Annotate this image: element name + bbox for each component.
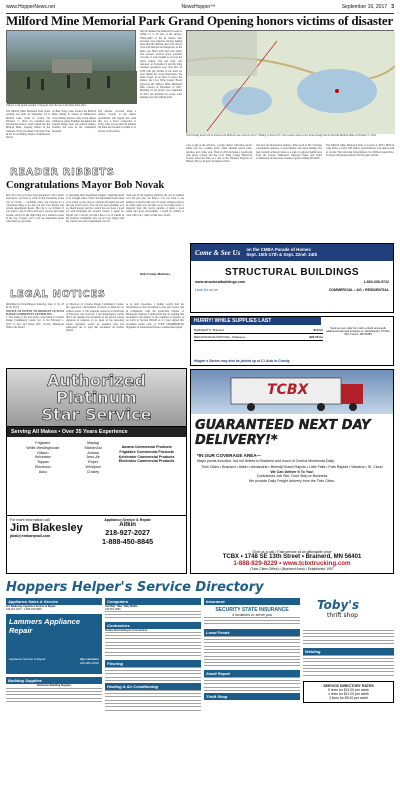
brand-item: Asko bbox=[38, 469, 47, 474]
kiosk-photo-map bbox=[186, 30, 394, 133]
heating-text bbox=[105, 690, 201, 712]
platinum-line-2: Platinum bbox=[56, 388, 137, 407]
site-url[interactable]: www.HopperNews.net bbox=[6, 4, 56, 10]
brand-item: Amana Commercial Products bbox=[121, 445, 172, 449]
brand-item: Kelvinator bbox=[34, 455, 51, 460]
article-col-4: than 20 minutes the minestaft flooded to within 15 to 20 feet of the surface. Thirty-eight of the 41 miners who drowned were married, leaving behind more than 80 children. Recovery efforts were both delicate and dangerous, as the mine was filled with mud and debris and workers worried about potential cave-ins. It took months to recover the men's bodies. The last body was removed on November 9 and the mine resumed operations soon after that. In 1932 with the decline of the need for steel during the Great Depression, the mine closed. In an effort to honor the miners, the Crow Wing County Board approved the Milford Mine Memorial Park concept in December of 2007. Planning for the project was completed in 2010 and included an access road, parking area and walking trails. bbox=[140, 30, 182, 99]
cat-thrift: Thrift Shop bbox=[204, 693, 300, 700]
contractors-text bbox=[105, 632, 201, 658]
parade-banner bbox=[191, 244, 393, 261]
cat-small-repair: Small Repair bbox=[204, 670, 300, 677]
towns: Twin Cities • Brainerd • Aitkin • Alexandria • Bemidji Grand Rapids • Little Falls • Park Rapids • Wadena • St. Cloud bbox=[201, 465, 383, 470]
cat-computers: Computers bbox=[105, 598, 201, 605]
legal-col-2: of Directors of Cuyuna Range Community Center, Inc. approved a Resolution of Intent to Dissolve by written action. 3. The requisite approval of the Board of Directors was received. I, the undersigned, certify that I am signing this document as the person whose signature is required, or as agent of the person(s) whose signature would be required who has authorized me to sign this document on his/her behalf. bbox=[66, 303, 124, 333]
tcbx-phone: 1-888-829-8229 • www.tcbxtrucking.com bbox=[233, 560, 351, 567]
look-for-us: Look for us on bbox=[195, 288, 218, 292]
hometown-listing: Hometown Building Supplies bbox=[36, 684, 72, 687]
article-col-3: The disaster occurred when a surface cave-in at the mine's easternmost end tapped into mud that was a direct connection to Foley Lake. In less than 20 minutes the mine had flooded to within 15 to 20 feet of the surface. bbox=[98, 110, 136, 133]
legal-col-1: (Published in NewsHopper Saturday, Sept. 9, 16, 23 & 30, 2017) NOTICE OF INTENT TO DISSOLVE CUYUNA RANGE COMMUNITY CENTER, INC. 1. The name of the non-profit corporation is Cuyuna Range Community Center, Inc. 2. On February 1, 2017 at 222 2nd Street NW, Crosby, Minnesota 56441, the Board bbox=[6, 303, 64, 330]
map-caption: This floating kiosk will be anchored in Milford Lake, directly above "Mining Contract #13," the location where water broke though and flooded the Milford Mine on February 5, 1924. bbox=[186, 134, 377, 137]
computers-text bbox=[105, 611, 201, 620]
structural-line: COMMERCIAL • AG • RESIDENTIAL bbox=[328, 288, 389, 292]
paper-name: NewsHopper™ bbox=[181, 4, 216, 10]
platinum-line-1: Authorized bbox=[47, 371, 146, 390]
brand-item: KitchenAid bbox=[84, 445, 102, 450]
photo-graphic bbox=[7, 31, 137, 104]
rates-box bbox=[303, 681, 394, 703]
brand-item: Electrolux Commercial Products bbox=[118, 459, 175, 464]
toby-logo: Toby's bbox=[317, 598, 360, 612]
coverage: *IN OUR COVERAGE AREA— bbox=[197, 453, 262, 458]
cat-flooring: Flooring bbox=[105, 660, 201, 667]
tcbx-address: TCBX • 1748 SE 13th Street • Brainerd, MN 56401 bbox=[222, 554, 362, 560]
map-graphic bbox=[187, 31, 395, 134]
brand-item: Electrolux bbox=[34, 464, 51, 469]
cat-heating: Heating & Air Conditioning bbox=[105, 683, 201, 690]
call-line: Give us a call • Fast service at an affordable price bbox=[252, 550, 332, 554]
brand-item: Frigidaire bbox=[35, 441, 51, 445]
coverage-sub: Major points included, but not limited to Brainerd and much of Central Minnesota Daily: bbox=[197, 458, 335, 463]
brand-item: Roper bbox=[88, 460, 98, 465]
platinum-header bbox=[7, 369, 186, 427]
structural-phone: 1-800-335-9722 bbox=[363, 280, 389, 284]
jims-listing: Jim Blakesley Appliance Service & Repair 218-927-2027 • 1-888-450-8845 bbox=[6, 605, 56, 611]
hurry-footer: Hopper's Savers may also be picked up at C-I Auto in Crosby bbox=[194, 359, 290, 363]
cat-insurance: Insurance bbox=[204, 598, 300, 605]
tcbx-logo: TCBX bbox=[267, 382, 309, 398]
security-state: SECURITY STATE INSURANCE bbox=[215, 607, 289, 613]
brand-item: Frigidaire Commercial Products bbox=[119, 449, 174, 454]
ribbets-col-1: Bob, Now that you have been appointed to the council and mayor, you have to work for the betterment of the city of Crosby — including sides, just because it's a convenient thing to do and you and your friends will certain departments heads. The city is too divided. If you want to stay in office and win a election next time around, always do the right thing. As a business owner in my city, I expect you to call out department heads when there is a problem. bbox=[6, 194, 64, 224]
parade-dates: Sept. 15th-17th & Sept. 22nd- 24th bbox=[246, 251, 318, 257]
building-text bbox=[6, 688, 102, 702]
phone-2: 1-888-450-8845 bbox=[102, 537, 154, 546]
brand-list-2 bbox=[76, 441, 111, 511]
directory-col-2 bbox=[105, 598, 201, 788]
article-col-1: The Milford Mine Memorial Park grand opening was held on September 14 at Milford Lake, north of Crosby. On February 5, 1924, two hundred feet beneath the surface, water rushed into the Milford Mine, trapping miners in the darkness. Forty-one miners lost their lives in the worst mining disaster in Minnesota history. bbox=[6, 110, 50, 140]
brand-item: Tappan bbox=[36, 460, 49, 465]
cat-local-foods: Local Foods bbox=[204, 629, 300, 636]
structural-logo: STRUCTURAL BUILDINGS bbox=[225, 267, 359, 278]
reader-ribbets-banner: READER RIBBETS bbox=[6, 166, 186, 179]
legal-notices-banner: LEGAL NOTICES bbox=[6, 288, 186, 301]
lammers-title: Lammers Appliance Repair bbox=[9, 617, 80, 635]
brand-item: Amana bbox=[87, 450, 99, 455]
saver-item-2: RENAISSANCE FESTIVAL, Shakopee bbox=[194, 335, 246, 339]
come-see-us: Come & See Us bbox=[195, 248, 241, 257]
rate-1: 5 lines for $15.00 per week bbox=[328, 688, 369, 692]
toby-text bbox=[303, 630, 394, 646]
cat-appliance: Appliance Sales & Service bbox=[6, 598, 102, 605]
tcbx-truck bbox=[191, 370, 393, 414]
brand-list-3 bbox=[110, 441, 183, 511]
rodine-listing: Rodine Remodeling & Construction bbox=[105, 629, 148, 632]
directory-col-1 bbox=[6, 598, 102, 788]
we-can-deliver: We Can Deliver It To You! bbox=[270, 469, 314, 474]
platinum-line-3: Star Service bbox=[41, 405, 152, 424]
rate-3: 3 lines for $9.00 per week bbox=[329, 696, 368, 700]
directory-col-3 bbox=[204, 598, 300, 788]
hurry-banner: HURRY! WHILE SUPPLIES LAST bbox=[191, 317, 321, 325]
thrift-shop-logo: thrift shop bbox=[327, 612, 358, 619]
signature: Deb Crosby Mattress bbox=[140, 272, 171, 276]
article-col-2: on Bear Foley Lake flooded the Milford Mine, killing 41 miners in Minnesota's worst mining disaster. Only seven miners climbed to safety. Families throughout the Cuyuna Range were left without fathers, brothers and sons as the community mourned. bbox=[52, 110, 96, 133]
directory-title: Hoppers Helper's Service Directory bbox=[6, 580, 264, 595]
billy-listing: Call Billy "Mac" Billy Maffia 218-851-9990 bbox=[105, 605, 138, 611]
congrats-title: Congratulations Mayor Bob Novak bbox=[6, 180, 165, 191]
phone-1: 218-927-2027 bbox=[105, 528, 150, 537]
jay-phone: 218-963-4439 bbox=[79, 661, 99, 665]
article-col-6: struction and interpretive displays. Final work in 2017 includes a permanent outhouse, covered shelter, and canoe landing. The park recently achieved status as a park of regional significance from the Greater Minnesota Regional Parks and Trails Commission and has been awarded a grant totaling $319,000. bbox=[256, 144, 322, 161]
directory-col-4 bbox=[303, 598, 394, 788]
page-number: 3 bbox=[391, 4, 394, 10]
ribbets-col-3: clerk and all the negative publicity the city is endured over the past year. As Mayor, I do not want to see business as usual in the city of Crosby. Changes need to be made right now because we're not being heard. I sincerely hope that you're capable of being a good leader and good stewardship. I would be willing to work with you. I wish you the best of luck. bbox=[126, 194, 184, 217]
cat-building: Building Supplies bbox=[6, 677, 102, 684]
insurance-text bbox=[204, 617, 300, 627]
brand-item: Maytag bbox=[87, 441, 99, 445]
ribbets-col-2: or managing their department budgets. Spending needs to be brought under control and department heads need to be called on the carpet to explain discrepancies with the past several years. The city has been spending way too much money and the council has not done a good job with managing the people's money. I speak for myself, but I can tell you that I have a lot of friends in the business community who are not very happy with the council, the police department, the city bbox=[66, 194, 124, 224]
foods-text bbox=[204, 636, 300, 668]
issue-date: September 16, 2017 bbox=[341, 4, 388, 10]
article-col-5: were a sign at the entrance, a picnic shelter with three picnic tables and two cooking grills, small lakeside gravel pads, benches, and a bike rack. Work in 2016 included a boardwalk trail, kiosk concept and the Crow Wing County Historical Society listed the Park as a site on the National Register of Historic Places. Projects included in 2012. bbox=[186, 144, 252, 164]
saver-item-1: BARGERT'S, Brainerd bbox=[194, 328, 225, 332]
repair-text bbox=[204, 677, 300, 691]
tcbx-ad bbox=[190, 369, 394, 574]
contractors: Contractors Job Site, Door Step or Business bbox=[256, 474, 328, 479]
notice-title: NOTICE OF INTENT TO DISSOLVE CUYUNA RANGE COMMUNITY CENTER, INC. bbox=[6, 309, 64, 316]
structural-buildings-ad bbox=[190, 243, 394, 313]
lammers-ad bbox=[6, 614, 102, 674]
photo-caption: Visitors to the grand opening of the park view the site of the main mine shaft. bbox=[6, 104, 87, 107]
tcbx-est: (Twin Cities Office) • (Brainerd Area) • Established 1997 bbox=[250, 567, 334, 571]
structural-web[interactable]: www.structuralbuildings.com bbox=[195, 280, 246, 284]
brand-item: Whirlpool bbox=[85, 464, 101, 469]
cat-contractors: Contractors bbox=[105, 622, 201, 629]
brand-item: White-Westinghouse bbox=[26, 445, 60, 450]
authorized-platinum-ad bbox=[6, 368, 187, 574]
toby-ad bbox=[303, 598, 394, 630]
jim-email[interactable]: jblak@embarqmail.com bbox=[10, 534, 51, 538]
brand-item: Gibson bbox=[37, 450, 49, 455]
headline: Milford Mine Memorial Park Grand Opening honors victims of disaster bbox=[6, 13, 394, 28]
jay-name: Jay Lammers bbox=[79, 657, 99, 661]
pickup: We provide Daily Freight delivery from the Twin Cities. bbox=[248, 478, 336, 483]
rate-2: 4 lines for $12.00 per week bbox=[328, 692, 369, 696]
rates-title: SERVICE DIRECTORY RATES bbox=[323, 684, 374, 688]
brand-list-1 bbox=[10, 441, 76, 511]
notice-pub: (Published in NewsHopper Saturday, Sept. 9, 16, 23 & 30, 2017) bbox=[6, 303, 64, 310]
saver-price-1: $10 for bbox=[313, 328, 324, 332]
platinum-tagline: Serving All Makes • Over 35 Years Experience bbox=[7, 427, 186, 437]
tcbx-title: GUARANTEED NEXT DAY DELIVERY!* bbox=[195, 418, 371, 448]
article-col-7: The Milford Mine Memorial Park is located at 26351 Milford Lake Drive, Crosby, MN 56441, approximately four miles north of Crosby. The following State highway 6 to Milford Lake Drive. For more information please visit the park website. bbox=[326, 144, 394, 157]
cat-welding: Welding bbox=[303, 648, 394, 655]
appliance-service: Appliance Service & Repair bbox=[104, 518, 151, 522]
brand-item: Kelvinator Commercial Products bbox=[118, 454, 175, 459]
legal-col-3: or in both capacities. I further certify that the information in this document is true and correct and in compliance with the applicable chapter of Minnesota Statutes. I understand that by signing this document I am subject to the penalties of perjury as set forth in Section 609.48 as if I had signed this document under oath. /s/ TONI CHAMBERLIN Signature of Authorized Person or Authorized Agent bbox=[126, 303, 184, 330]
brand-item: Jenn-Air bbox=[86, 455, 100, 460]
send-order-info: Send us your order form with a check and a self-addressed stamped envelope to: NewsHopper, PO Box 562, Ironton, MN 56455 bbox=[326, 327, 390, 337]
brand-item: Crosley bbox=[86, 469, 100, 474]
lammers-sub: Appliance Service & Repair bbox=[9, 657, 46, 661]
sec-locations: 4 locations to serve you bbox=[232, 613, 272, 617]
more-info: For more information call bbox=[10, 518, 50, 522]
welding-text bbox=[303, 655, 394, 677]
flooring-text bbox=[105, 667, 201, 681]
saver-price-2: $23.95 for bbox=[309, 335, 324, 339]
jim-blakesley: Jim Blakesley bbox=[10, 522, 83, 534]
hurry-savers-ad bbox=[190, 316, 394, 366]
parade-subtitle: on the CMBA Parade of Homes bbox=[246, 247, 311, 252]
aitkin: Aitkin bbox=[119, 522, 136, 528]
grand-opening-photo bbox=[6, 30, 136, 103]
